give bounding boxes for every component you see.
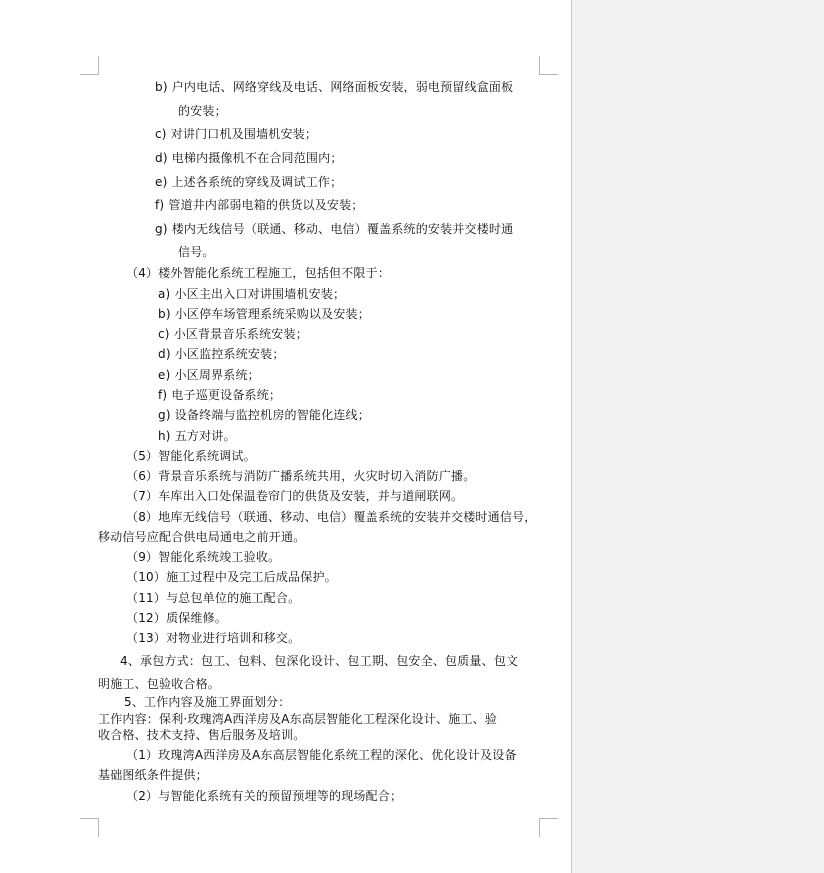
text-line: h) 五方对讲。 xyxy=(158,429,236,443)
text-line: （7）车库出入口处保温卷帘门的供货及安装，并与道闸联网。 xyxy=(126,489,464,503)
text-line: f) 电子巡更设备系统； xyxy=(158,388,282,402)
text-line: （10）施工过程中及完工后成品保护。 xyxy=(126,570,337,584)
text-line: （9）智能化系统竣工验收。 xyxy=(126,550,281,564)
text-line: e) 小区周界系统； xyxy=(158,368,260,382)
text-line: c) 小区背景音乐系统安装； xyxy=(158,327,308,341)
text-line: g) 楼内无线信号（联通、移动、电信）覆盖系统的安装并交楼时通 xyxy=(155,222,514,236)
text-line: 工作内容：保利·玫瑰湾A西洋房及A东高层智能化工程深化设计、施工、验 xyxy=(98,712,498,726)
text-line: a) 小区主出入口对讲围墙机安装； xyxy=(158,287,346,301)
text-line: （2）与智能化系统有关的预留预埋等的现场配合； xyxy=(126,789,403,803)
text-line: d) 小区监控系统安装； xyxy=(158,347,285,361)
text-line: （12）质保维修。 xyxy=(126,611,228,625)
text-line: （8）地库无线信号（联通、移动、电信）覆盖系统的安装并交楼时通信号， xyxy=(126,510,537,524)
text-line: （13）对物业进行培训和移交。 xyxy=(126,631,301,645)
crop-mark-bottom-left xyxy=(80,818,99,837)
text-line: 明施工、包验收合格。 xyxy=(98,677,221,691)
text-line: 信号。 xyxy=(178,245,215,259)
text-line: b) 小区停车场管理系统采购以及安装； xyxy=(158,307,370,321)
text-line: f) 管道井内部弱电箱的供货以及安装； xyxy=(155,198,364,212)
text-line: d) 电梯内摄像机不在合同范围内； xyxy=(155,151,343,165)
crop-mark-top-left xyxy=(80,56,99,75)
text-line: c) 对讲门口机及围墙机安装； xyxy=(155,127,318,141)
text-line: （6）背景音乐系统与消防广播系统共用，火灾时切入消防广播。 xyxy=(126,469,476,483)
crop-mark-bottom-right xyxy=(539,818,558,837)
crop-mark-top-right xyxy=(539,56,558,75)
text-line: 收合格、技术支持、售后服务及培训。 xyxy=(98,728,306,742)
text-line: 的安装； xyxy=(178,104,227,118)
text-line: 4、承包方式：包工、包料、包深化设计、包工期、包安全、包质量、包文 xyxy=(120,654,519,668)
text-line: （5）智能化系统调试。 xyxy=(126,449,256,463)
text-line: g) 设备终端与监控机房的智能化连线； xyxy=(158,408,370,422)
text-line: e) 上述各系统的穿线及调试工作； xyxy=(155,175,343,189)
text-line: （4）楼外智能化系统工程施工，包括但不限于： xyxy=(126,266,391,280)
text-line: b) 户内电话、网络穿线及电话、网络面板安装，弱电预留线盒面板 xyxy=(155,80,514,94)
text-line: 移动信号应配合供电局通电之前开通。 xyxy=(98,530,306,544)
text-line: （11）与总包单位的施工配合。 xyxy=(126,591,301,605)
text-line: 基础图纸条件提供； xyxy=(98,768,208,782)
text-line: 5、工作内容及施工界面划分： xyxy=(124,695,291,709)
text-line: （1）玫瑰湾A西洋房及A东高层智能化系统工程的深化、优化设计及设备 xyxy=(126,748,517,762)
